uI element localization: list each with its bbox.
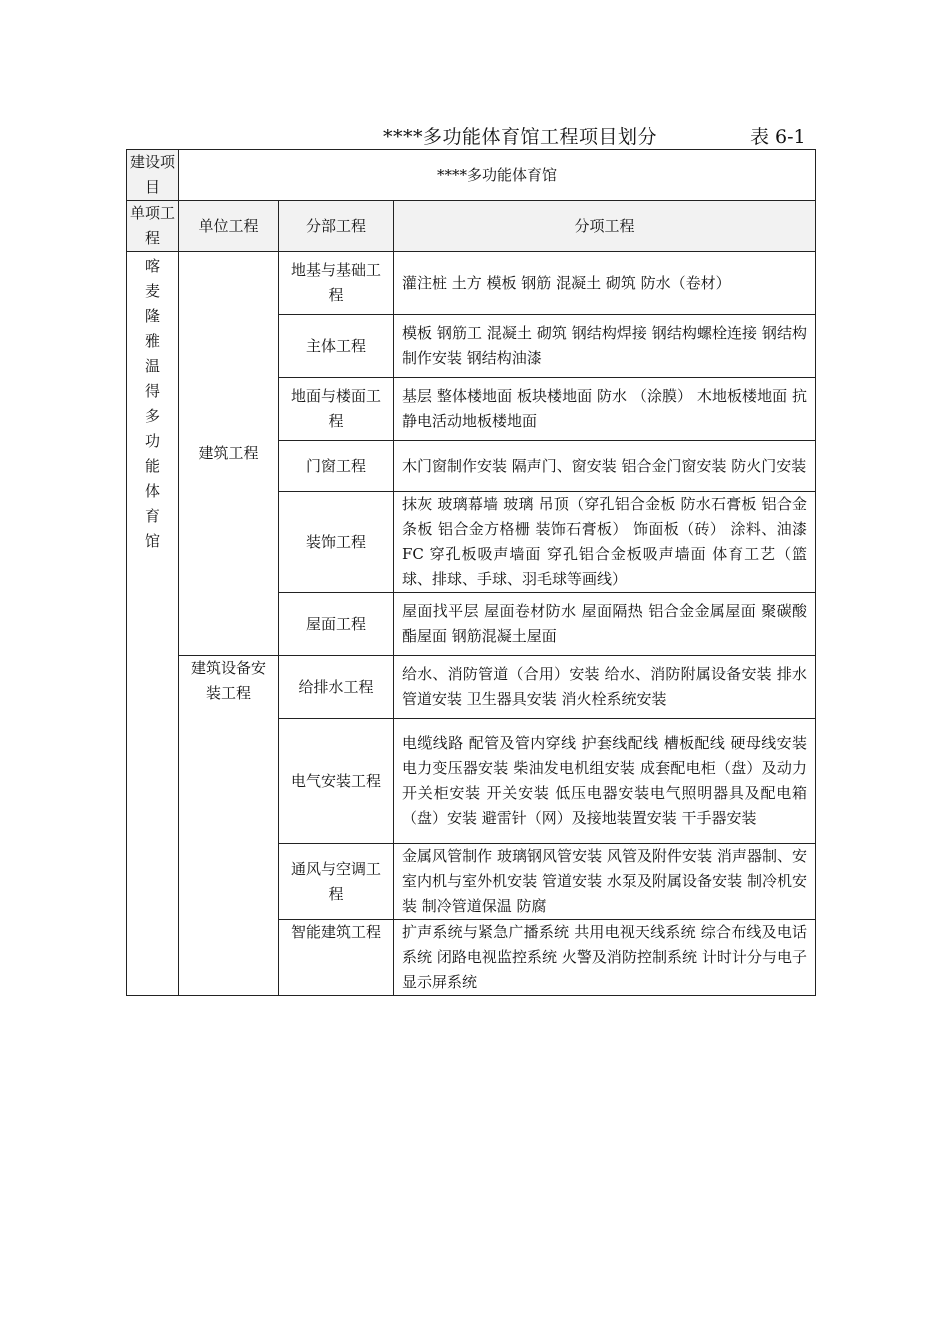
division-name: 门窗工程 — [279, 441, 394, 492]
subitem-list: 灌注桩 土方 模板 钢筋 混凝土 砌筑 防水（卷材） — [394, 252, 816, 315]
col-header-division: 分部工程 — [279, 201, 394, 252]
subitem-list: 模板 钢筋工 混凝土 砌筑 钢结构焊接 钢结构螺栓连接 钢结构制作安装 钢结构油漆 — [394, 315, 816, 378]
subitem-list: 屋面找平层 屋面卷材防水 屋面隔热 铝合金金属屋面 聚碳酸酯屋面 钢筋混凝土屋面 — [394, 593, 816, 656]
division-name: 地基与基础工程 — [279, 252, 394, 315]
subitem-list: 木门窗制作安装 隔声门、窗安装 铝合金门窗安装 防火门安装 — [394, 441, 816, 492]
subitem-list: 金属风管制作 玻璃钢风管安装 风管及附件安装 消声器制、安 室内机与室外机安装 管道安装 水泵及附属设备安装 制冷机安装 制冷管道保温 防腐 — [394, 844, 816, 920]
single-item-name: 喀麦隆雅温得多功能体育馆 — [145, 257, 161, 550]
table-row — [127, 150, 816, 201]
subitem-list: 给水、消防管道（合用）安装 给水、消防附属设备安装 排水管道安装 卫生器具安装 消火栓系统安装 — [394, 656, 816, 719]
col-header-single-item: 单项工程 — [127, 201, 179, 252]
col-header-subitem: 分项工程 — [394, 201, 816, 252]
unit-name-equipment: 建筑设备安装工程 — [179, 656, 279, 996]
table-row — [127, 656, 816, 719]
subitem-list: 扩声系统与紧急广播系统 共用电视天线系统 综合布线及电话系统 闭路电视监控系统 火警及消防控制系统 计时计分与电子显示屏系统 — [394, 920, 816, 996]
col-header-unit: 单位工程 — [179, 201, 279, 252]
division-name: 地面与楼面工程 — [279, 378, 394, 441]
page-title: ****多功能体育馆工程项目划分 — [383, 126, 658, 148]
division-name: 屋面工程 — [279, 593, 394, 656]
single-item-cell — [127, 252, 179, 996]
table-header-row — [127, 201, 816, 252]
division-name: 主体工程 — [279, 315, 394, 378]
division-name: 装饰工程 — [279, 492, 394, 593]
construction-project-name: ****多功能体育馆 — [179, 150, 816, 201]
division-name: 电气安装工程 — [279, 719, 394, 844]
division-name: 通风与空调工程 — [279, 844, 394, 920]
construction-project-label: 建设项目 — [127, 150, 179, 201]
division-name: 给排水工程 — [279, 656, 394, 719]
table-number: 表 6-1 — [750, 126, 806, 148]
table-row — [127, 252, 816, 315]
unit-name-building: 建筑工程 — [179, 252, 279, 656]
subitem-list: 电缆线路 配管及管内穿线 护套线配线 槽板配线 硬母线安装 电力变压器安装 柴油发电机组安装 成套配电柜（盘）及动力开关柜安装 开关安装 低压电器安装电气照明器具及配电箱（盘）安装 避雷针（网）及接地装置安装 干手器安装 — [394, 719, 816, 844]
division-name: 智能建筑工程 — [279, 920, 394, 996]
subitem-list: 基层 整体楼地面 板块楼地面 防水 （涂膜） 木地板楼地面 抗静电活动地板楼地面 — [394, 378, 816, 441]
project-division-table — [126, 149, 816, 996]
subitem-list: 抹灰 玻璃幕墙 玻璃 吊顶（穿孔铝合金板 防水石膏板 铝合金条板 铝合金方格栅 装饰石膏板） 饰面板（砖） 涂料、油漆 FC 穿孔板吸声墙面 穿孔铝合金板吸声墙面 体育工艺（篮球、排球、手球、羽毛球等画线） — [394, 492, 816, 593]
